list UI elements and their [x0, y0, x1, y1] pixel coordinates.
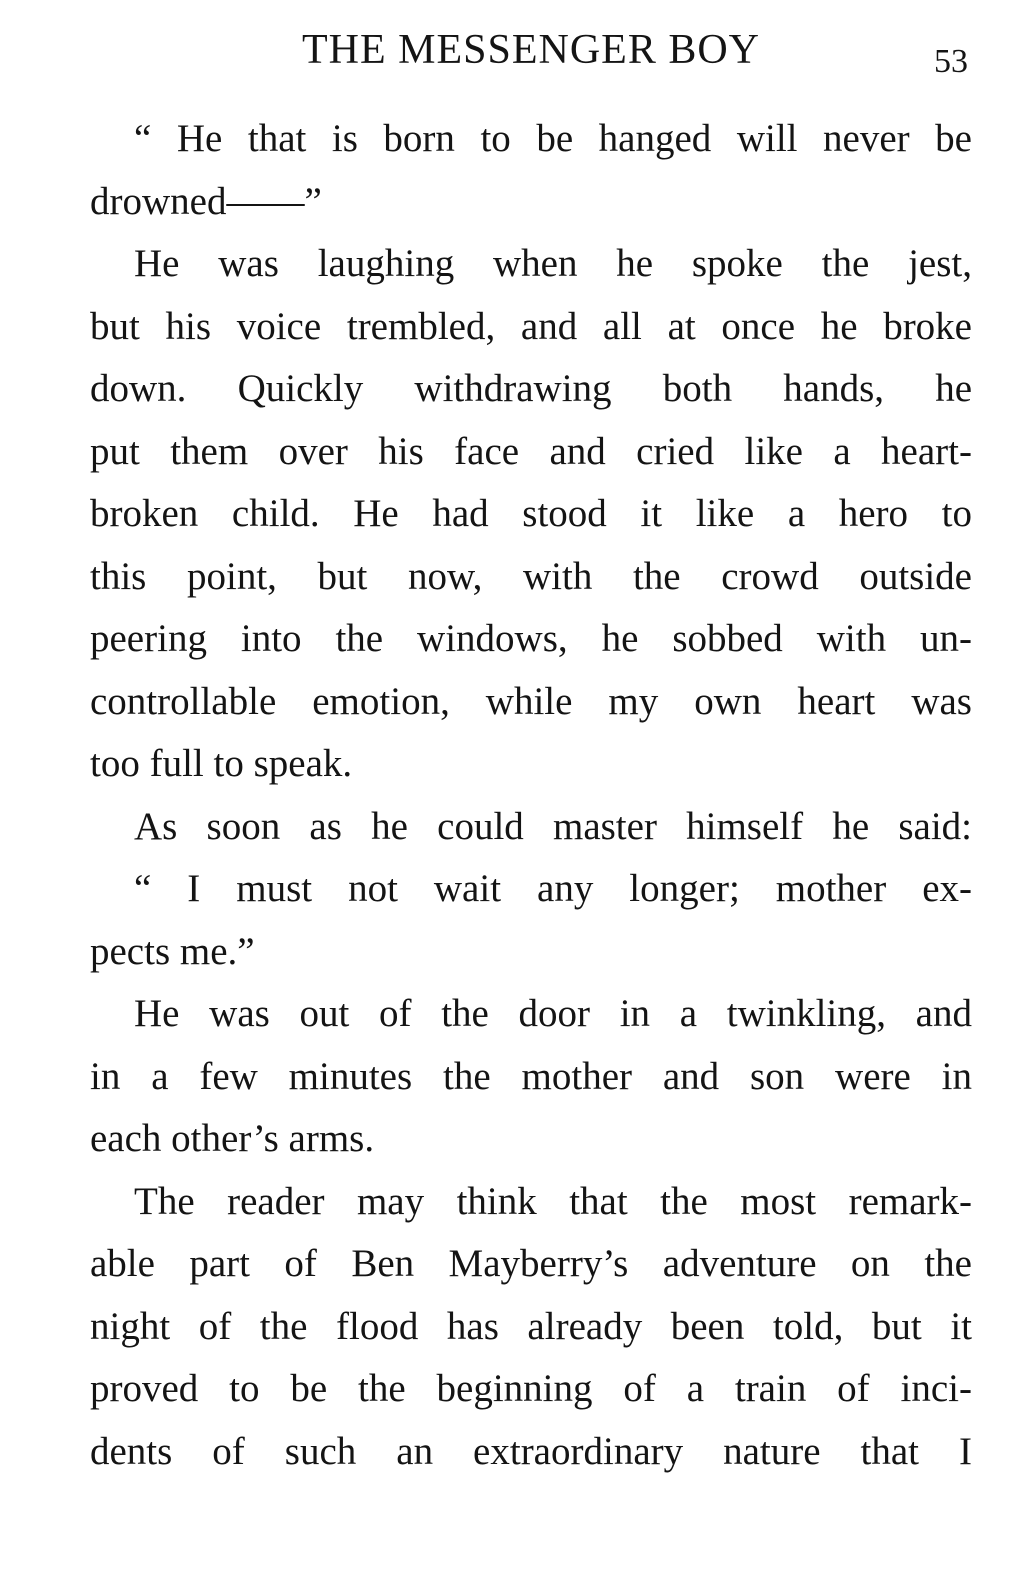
text-line: He was out of the door in a twinkling, and: [134, 992, 972, 1035]
running-title: THE MESSENGER BOY: [301, 27, 761, 73]
text-line: down. Quickly withdrawing both hands, he: [90, 367, 972, 410]
text-line: put them over his face and cried like a heart-: [90, 429, 972, 473]
text-line: this point, but now, with the crowd outside: [90, 554, 972, 598]
text-line: night of the flood has already been told, but it: [90, 1304, 972, 1348]
text-line: drowned——”: [90, 179, 322, 223]
text-line: As soon as he could master himself he said:: [134, 804, 972, 848]
text-line: proved to be the beginning of a train of inci-: [90, 1367, 972, 1410]
text-line: “ I must not wait any longer; mother ex-: [134, 867, 972, 910]
text-line: dents of such an extraordinary nature that I: [90, 1429, 972, 1473]
text-line: peering into the windows, he sobbed with un-: [90, 617, 972, 660]
text-line: broken child. He had stood it like a hero to: [90, 492, 972, 535]
text-line: “ He that is born to be hanged will never be: [134, 117, 972, 160]
text-line: but his voice trembled, and all at once he broke: [90, 304, 972, 348]
text-line: too full to speak.: [90, 742, 353, 785]
text-line: each other’s arms.: [90, 1117, 375, 1160]
text-line: The reader may think that the most remark-: [134, 1179, 972, 1223]
body-text: [90, 108, 972, 1483]
page-number: 53: [934, 43, 968, 80]
text-line: in a few minutes the mother and son were in: [90, 1054, 972, 1098]
text-line: He was laughing when he spoke the jest,: [134, 242, 972, 285]
text-line: able part of Ben Mayberry’s adventure on the: [90, 1242, 972, 1285]
text-line: pects me.”: [90, 929, 255, 973]
text-line: controllable emotion, while my own heart was: [90, 679, 972, 723]
running-header: [90, 24, 972, 80]
